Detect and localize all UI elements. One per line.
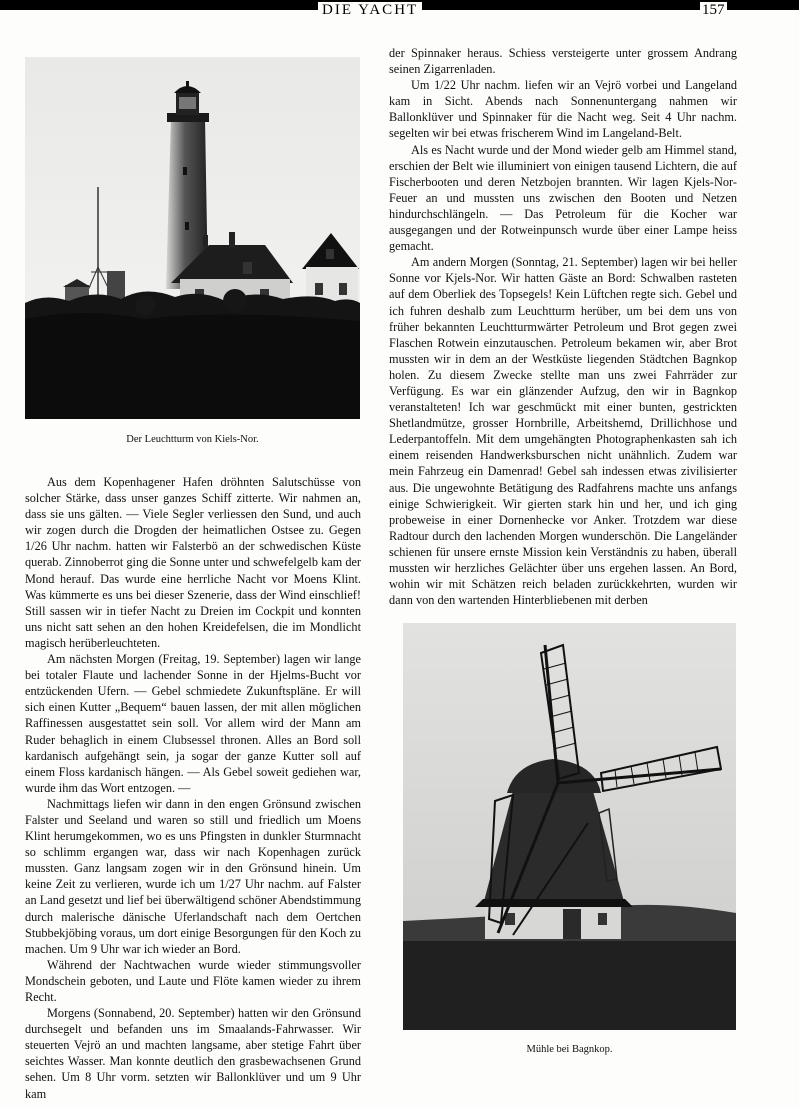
- running-header: [0, 2, 799, 22]
- paragraph: Am andern Morgen (Sonntag, 21. September) lagen wir bei heller Sonne vor Kjels-Nor. Wir hatten Gäste an Bord: Schwalben rasteten auf dem Oberliek des Topsegels! Kein Lüftchen regte sich. Gebel und ich fuhren deshalb zum Leuchtturm herüber, um bei dem uns von früher bekannten Leuchtturmwärter Petroleum und Brot gegen zwei Flaschen Rotwein einzutauschen. Petroleum bekamen wir, aber Brot mussten wir in dem an der Westküste liegenden Städtchen Bagnkop holen. Zu diesem Zwecke stellte man uns zwei Fahrräder zur Verfügung. Es war ein glänzender Aufzug, den wir in Bagnkop veranstalteten! Ich war geschmückt mit einer bunten, gestrickten Shetlandmütze, grosser Hornbrille, Arbeitshemd, Drillichhose und Lederpantoffeln. Mit dem umgehängten Photographenkasten sah ich einem reisenden Handwerksburschen nicht unähnlich. Zudem war mein Fahrzeug ein Damenrad! Gebel sah indessen etwas zivilisierter aus. Die ungewohnte Betätigung des Radfahrens machte uns anfangs einige Schwierigkeit. Wir gierten stark hin und her, und ich ging probeweise in einer Dornenhecke vor Anker. Trotzdem war diese Radtour durch den lachenden Morgen wunderschön. Die Langeländer schienen für unsere ernste Mission kein Verständnis zu haben, überall mussten wir herzliches Gelächter über uns ergehen lassen. An Bord, wohin wir mit Schätzen reich beladen zurückkehrten, wurden wir dann von den wartenden Hinterbliebenen mit derben: [389, 255, 737, 608]
- paragraph: Morgens (Sonnabend, 20. September) hatten wir den Grönsund durchsegelt und befanden uns im Smaalands-Fahrwasser. Wir steuerten Vejrö an und machten langsame, aber stetige Fahrt über seichtes Wasser. Man konnte deutlich den grasbewachsenen Grund sehen. Um 8 Uhr vorm. setzten wir Ballonklüver und um 9 Uhr kam: [25, 1006, 361, 1101]
- paragraph: der Spinnaker heraus. Schiess versteigerte unter grossem Andrang seinen Zigarrenladen.: [389, 46, 737, 77]
- paragraph: Um 1/22 Uhr nachm. liefen wir an Vejrö vorbei und Langeland kam in Sicht. Abends nach Sonnenuntergang nahmen wir Ballonklüver und Spinnaker für die Nacht weg. Seit 4 Uhr nachm. segelten wir bei etwas frischerem Wind im Langeland-Belt.: [389, 78, 737, 141]
- figure-caption-lighthouse: Der Leuchtturm von Kiels-Nor.: [126, 434, 259, 445]
- paragraph: Als es Nacht wurde und der Mond wieder gelb am Himmel stand, erschien der Belt wie illuminiert von einigen tausend Lichtern, die auf Fischerbooten und deren Netzbojen brannten. Wir lagen Kjels-Nor-Feuer an und mussten uns zwischen den Booten und Netzen hindurchschlängeln. — Das Petroleum für die Kocher war ausgegangen und der Rotweinpunsch wurde über einer Lampe heiss gemacht.: [389, 142, 737, 254]
- lighthouse-photo: [25, 57, 360, 419]
- paragraph: Aus dem Kopenhagener Hafen dröhnten Salutschüsse von solcher Stärke, dass unser ganzes Schiff zitterte. Wir nahmen an, dass sie uns gälten. — Viele Segler verliessen den Sund, und auch wir zogen durch die Drogden der heimatlichen Ostsee zu. Gegen 1/26 Uhr nachm. hatten wir Falsterbö an der schwedischen Küste querab. Zinnoberrot ging die Sonne unter und schwefelgelb kam der Mond herauf. Das wurde eine herrliche Nacht vor Moens Klint. Was kümmerte es uns bei dieser Szenerie, dass der Wind einschlief! Still sassen wir in tiefer Nacht zu Dreien im Cockpit und konnten uns nicht satt sehen an den hohen Kreidefelsen, die im Mondlicht magisch herüberleuchteten.: [25, 475, 362, 650]
- right-text-column: [389, 45, 737, 608]
- paragraph: Während der Nachtwachen wurde wieder stimmungsvoller Mondschein geboten, und Laute und Flöte kamen wieder zu ihrem Recht.: [25, 957, 361, 1004]
- paragraph: Am nächsten Morgen (Freitag, 19. September) lagen wir lange bei totaler Flaute und lachender Sonne in der Hjelms-Bucht vor entzückenden Ufern. — Gebel schmiedete Zukunftspläne. Er will sich einen Kutter „Bequem“ bauen lassen, der mit allen möglichen Raffinessen ausgestattet sein soll. Vor allem wird der Mann am Ruder behaglich in einem Clubsessel thronen. Alles an Bord soll kardanisch aufgehängt sein, ja sogar der ganze Kutter soll auf einem Floss kardanisch hängen. — Als Gebel soweit gediehen war, wurde ihm das Wort entzogen. —: [25, 652, 361, 795]
- journal-title: DIE YACHT: [318, 2, 422, 19]
- figure-caption-windmill: Mühle bei Bagnkop.: [526, 1044, 613, 1055]
- paragraph: Nachmittags liefen wir dann in den engen Grönsund zwischen Falster und Seeland und waren so still und friedlich um Moens Klint herumgekommen, wo es uns Pfingsten in dunkler Sturmnacht so schlimm ergangen war, dass wir nach Kopenhagen zurück mussten. Ganz langsam zogen wir in den Grönsund hinein. Um keine Zeit zu verlieren, wurde ich um 1/27 Uhr nachm. auf Falster an Land gesetzt und lief bei überwältigend schöner Abendstimmung durch malerische dänische Uferlandschaft nach dem Oertchen Stubbekjöbing voraus, um dort einige Besorgungen für den Koch zu machen. Um 9 Uhr war ich wieder an Bord.: [25, 796, 361, 956]
- left-text-column: [25, 474, 361, 1102]
- page-number: 157: [702, 2, 725, 18]
- windmill-photo: [403, 623, 736, 1030]
